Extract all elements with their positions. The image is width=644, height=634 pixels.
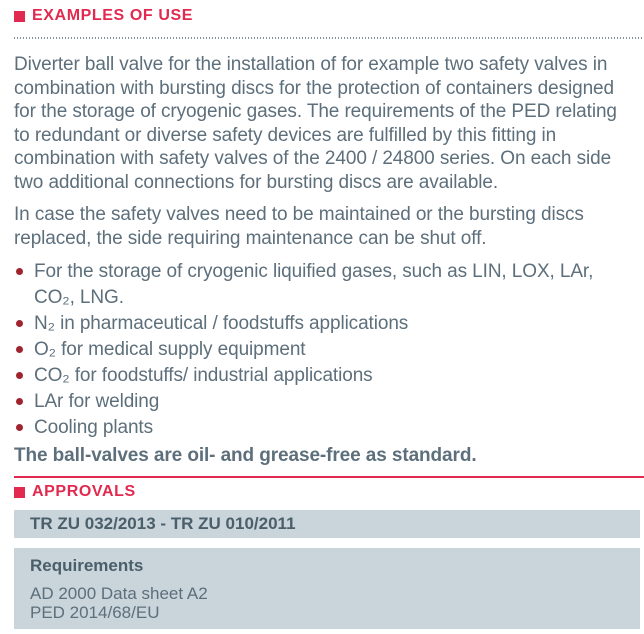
section-divider-rule [14,476,644,478]
intro-paragraph: Diverter ball valve for the installation of for example two safety valves in combination with bursting discs for the protection of containers designed for the storage of cryogenic gases. The requirements of the PED relating to redundant or diverse safety devices are fulfilled by this fitting in combination with safety valves of the 2400 / 24800 series. On each side two additional connections for bursting discs are available. [14,54,617,193]
list-item: N₂ in pharmaceutical / foodstuffs applications [14,311,620,337]
requirement-item: PED 2014/68/EU [30,603,160,622]
section-title: EXAMPLES OF USE [32,7,194,24]
section-marker-square-icon [14,11,25,22]
list-item: Cooling plants [14,415,620,441]
examples-of-use-section [0,8,644,469]
examples-of-use-header [14,8,644,24]
dotted-divider [14,37,642,39]
maintenance-paragraph: In case the safety valves need to be maintained or the bursting discs replaced, the side requiring maintenance can be shut off. [14,204,584,249]
use-cases-list [14,259,620,441]
section-title: APPROVALS [32,483,136,500]
section-marker-square-icon [14,487,25,498]
requirements-items [30,584,624,622]
approvals-section [0,476,644,629]
bullet-dot-icon [16,398,23,405]
approvals-header [14,484,644,500]
requirement-item: AD 2000 Data sheet A2 [30,584,208,603]
requirements-title: Requirements [30,556,144,575]
bullet-dot-icon [16,372,23,379]
certificate-bar: TR ZU 032/2013 - TR ZU 010/2011 [14,510,640,538]
bullet-dot-icon [16,320,23,327]
oil-grease-free-note: The ball-valves are oil- and grease-free as standard. [14,445,477,466]
list-item: LAr for welding [14,389,620,415]
bullet-dot-icon [16,424,23,431]
bullet-dot-icon [16,346,23,353]
list-item: O₂ for medical supply equipment [14,337,620,363]
list-item: For the storage of cryogenic liquified gases, such as LIN, LOX, LAr, CO₂, LNG. [14,259,620,311]
bullet-dot-icon [16,268,23,275]
list-item: CO₂ for foodstuffs/ industrial applications [14,363,620,389]
requirements-block [14,548,640,629]
